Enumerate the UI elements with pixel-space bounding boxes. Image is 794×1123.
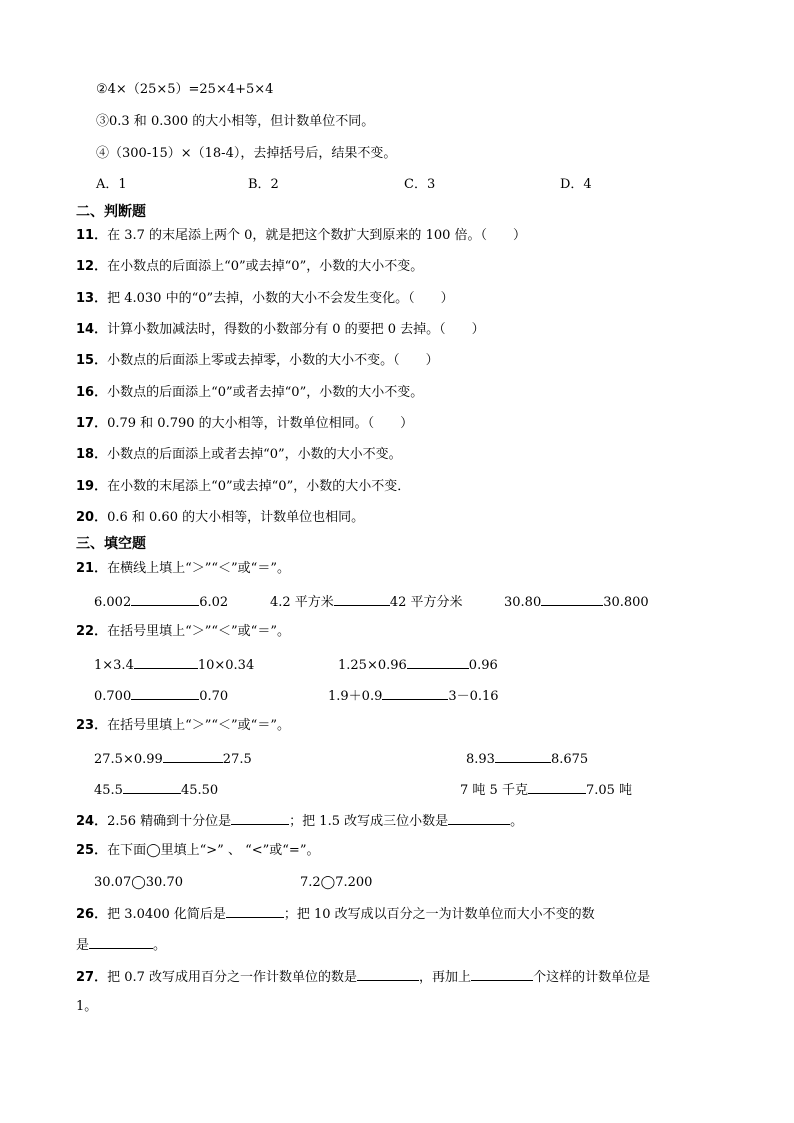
question-11: 11．在 3.7 的末尾添上两个 0，就是把这个数扩大到原来的 100 倍。（ ） [76,228,527,243]
q25-item-1[interactable]: 30.07◯30.70 [94,875,183,890]
q23-items-row-1 [94,749,714,767]
q10-statement-4: ④（300-15）×（18-4），去掉括号后，结果不变。 [96,146,397,161]
answer-blank[interactable] [448,811,510,825]
q10-statement-2: ②4×（25×5）=25×4+5×4 [96,82,274,97]
option-a[interactable]: A．1 [96,177,127,192]
question-26: 26．把 3.0400 化简后是 ；把 10 改写成以百分之一为计数单位而大小不变的数 [76,904,595,924]
question-14: 14．计算小数加减法时，得数的小数部分有 0 的要把 0 去掉。（ ） [76,322,485,337]
answer-blank[interactable] [495,749,551,763]
answer-blank[interactable] [334,592,390,606]
answer-blank[interactable] [407,655,469,669]
q22-item-4: 1.9＋0.9 3－0.16 [328,686,499,706]
q10-statement-3: ③0.3 和 0.300 的大小相等，但计数单位不同。 [96,114,375,129]
q22-item-3: 0.700 0.70 [94,686,228,706]
q21-item-2: 4.2 平方米 42 平方分米 [270,592,463,612]
option-c[interactable]: C．3 [404,177,436,192]
q23-item-1: 27.5×0.99 27.5 [94,749,252,769]
option-b[interactable]: B．2 [248,177,279,192]
question-19: 19．在小数的末尾添上“0”或去掉“0”，小数的大小不变． [76,479,411,494]
q21-item-3: 30.80 30.800 [504,592,649,612]
question-25: 25．在下面◯里填上“>” 、 “<”或“=”。 [76,843,320,858]
q22-items-row-1 [94,655,714,673]
question-16: 16．小数点的后面添上“0”或者去掉“0”，小数的大小不变。 [76,385,424,400]
section-heading-judgement: 二、判断题 [76,204,146,220]
question-15: 15．小数点的后面添上零或去掉零，小数的大小不变。（ ） [76,353,439,368]
answer-blank[interactable] [382,686,448,700]
question-26-continued: 是 。 [76,935,166,955]
answer-blank[interactable] [89,935,153,949]
answer-blank[interactable] [163,749,223,763]
q22-item-1: 1×3.4 10×0.34 [94,655,254,675]
q25-item-2[interactable]: 7.2◯7.200 [300,875,373,890]
answer-blank[interactable] [123,780,181,794]
section-heading-fill-blank: 三、填空题 [76,536,146,552]
question-27: 27．把 0.7 改写成用百分之一作计数单位的数是 ，再加上 个这样的计数单位是 [76,967,650,987]
q25-items [94,874,714,892]
answer-blank[interactable] [134,655,198,669]
answer-blank[interactable] [231,811,289,825]
answer-blank[interactable] [131,592,199,606]
q23-item-4: 7 吨 5 千克 7.05 吨 [460,780,632,800]
question-17: 17．0.79 和 0.790 的大小相等，计数单位相同。（ ） [76,416,414,431]
q22-items-row-2 [94,686,714,704]
answer-blank[interactable] [528,780,586,794]
question-23: 23．在括号里填上“＞”“＜”或“＝”。 [76,718,290,733]
q21-item-1: 6.002 6.02 [94,592,228,612]
question-21: 21．在横线上填上“＞”“＜”或“＝”。 [76,561,290,576]
question-13: 13．把 4.030 中的“0”去掉，小数的大小不会发生变化。（ ） [76,291,454,306]
question-18: 18．小数点的后面添上或者去掉“0”，小数的大小不变。 [76,447,402,462]
question-27-continued: 1。 [76,999,98,1014]
q23-item-3: 45.5 45.50 [94,780,218,800]
answer-blank[interactable] [131,686,199,700]
answer-blank[interactable] [357,967,419,981]
q23-items-row-2 [94,780,714,798]
answer-blank[interactable] [226,904,284,918]
answer-blank[interactable] [541,592,603,606]
answer-blank[interactable] [471,967,533,981]
question-24: 24．2.56 精确到十分位是 ；把 1.5 改写成三位小数是 。 [76,811,523,831]
q23-item-2: 8.93 8.675 [466,749,588,769]
q22-item-2: 1.25×0.96 0.96 [338,655,498,675]
option-d[interactable]: D．4 [560,177,592,192]
question-12: 12．在小数点的后面添上“0”或去掉“0”，小数的大小不变。 [76,259,424,274]
question-20: 20．0.6 和 0.60 的大小相等，计数单位也相同。 [76,510,365,525]
question-22: 22．在括号里填上“＞”“＜”或“＝”。 [76,624,290,639]
q21-items [94,592,714,610]
